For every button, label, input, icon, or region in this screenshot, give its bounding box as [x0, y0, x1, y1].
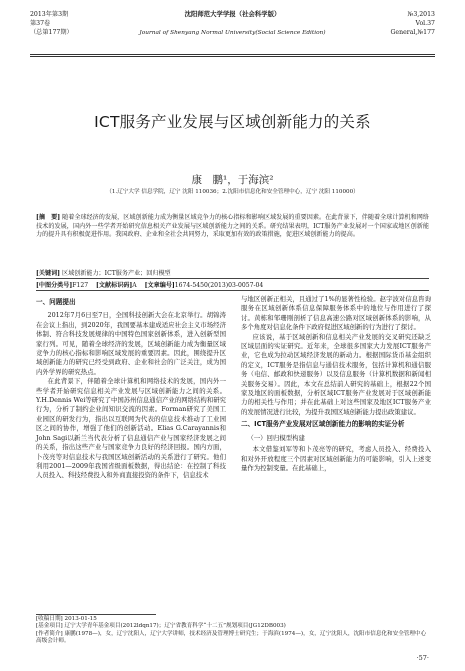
article-authors: 康 鹏¹，于海滨² [191, 174, 274, 186]
journal-name-en: Journal of Shenyang Normal University(Social Science Edition) [139, 30, 326, 36]
doc-value: A [132, 282, 137, 289]
footnote [36, 616, 429, 646]
author-affiliations: （1.辽宁大学 信息学院，辽宁 沈阳 110036；2.沈阳市信息化和安全管理中心，辽宁 沈阳 110000） [106, 189, 359, 195]
article-title: ICT服务产业发展与区域创新能力的关系 [94, 113, 371, 131]
body-paragraph: 本文借鉴刘军等和卜茂亮等的研究，考虑人员投入、经费投入和对外开放程度三个因素对区域创新能力的可能影响，引入上述变量作为控制变量。在此基础上， [241, 445, 431, 472]
body-column-left [36, 295, 226, 481]
keywords-label: [关键词] [36, 270, 61, 277]
header-issue: 2013年第3期 [30, 11, 69, 18]
header-volume: 第37卷 [30, 20, 51, 27]
doc-label: [文献标识码] [96, 282, 133, 289]
header-general-no: General,№177 [390, 29, 435, 36]
footnote-rule [36, 614, 156, 615]
meta-rule-bottom [36, 290, 429, 291]
received-date: [收稿日期] 2013-01-15 [36, 616, 97, 622]
header-journal-name [30, 10, 435, 38]
abstract-label: [摘 要] [36, 214, 61, 221]
clc-value: F127 [72, 282, 89, 289]
body-paragraph: 2012年7月6日至7日，全国科技创新大会在北京举行。胡锦涛在会议上指出，到2020年，我国要基本建成适应社会主义市场经济体制、符合科技发展规律的中国特色国家创新体系，进入创新型国家行列。可见，随着全球经济的发展，区域创新能力成为衡量区域竞争力的核心指标和影响区域发展的重要因素。因此，围绕提升区域创新能力的研究已经受到政府、企业和社会的广泛关注，成为国内外学界的研究热点。 [36, 311, 226, 376]
running-header [30, 10, 435, 54]
section-heading-1: 一、问题提出 [36, 298, 76, 306]
section-heading-2: 二、ICT服务产业发展对区域创新能力的影响的实证分析 [241, 420, 405, 429]
body-paragraph: 应该说，基于区域创新和信息相关产业发展的交叉研究还缺乏区域层面的实证研究。近年来，全球很多国家大力发展ICT服务产业，它也成为拉动区域经济发展的新动力。根据国际货币基金组织的定义，ICT服务是指信息与通信技术服务，包括计算机和通信服务（电信、邮政和快递服务）以及信息服务（计算机数据和新闻相关服务交易）。因此，本文在总结前人研究的基础上，根据22个国家及地区的面板数据，分析区域ICT服务产业发展对于区域创新能力的相关性与作用；并在此基础上对这些国家及地区ICT服务产业的发展情况进行比较，为提升我国区域创新能力提出政策建议。 [241, 332, 431, 416]
header-rule [30, 54, 435, 55]
body-paragraph: 与地区创新正相关，且通过了1%的显著性检验。赵宇波对信息咨询服务在区域创新体系信息保障服务体系中的地位与作用进行了探讨。黄栋和邹珊刚剖析了信息高速公路对区域创新体系的影响，从多个角度对信息化条件下政府促进区域创新的行为进行了探讨。 [241, 295, 431, 332]
keywords-text: 区域创新能力；ICT服务产业；回归模型 [62, 270, 171, 277]
subsection-heading: （一）回归模型构建 [247, 433, 305, 442]
header-general: （总第177期） [30, 29, 73, 36]
meta-rule [36, 278, 429, 279]
article-no-value: 1674-5450(2013)03-0057-04 [174, 282, 264, 289]
body-paragraph: 在此背景下，伴随着全球计算机和网络技术的发展，国内外一些学者开始研究信息相关产业发展与区域创新能力之间的关系。Y.H.Dennis Wei等研究了中国苏州信息通信产业的网络结构和研究行为，分析了制约企业间知识交流的因素。Forman研究了美国工业园区的研发行为，指出以互联网为代表的信息技术推动了工业园区之间的协作，增强了他们的创新活动。Elias G.Carayannis和John Sagi以新兰当代表分析了信息通信产业与国家经济发展之间的关系，指出这些产业与国家竞争力良好的经济回报。国内方面，卜茂亮等对信息技术与我国区域创新活动的关系进行了研究。他们利用2001—2009年我国省级面板数据，得出结论：在控制了科技人员投入、科技经费投入和外商直接投资的条件下，信息技术 [36, 377, 226, 480]
fund-project: [基金项目] 辽宁大学青年基金项目(2012ldqn17)；辽宁省教育科学“十二五”规划项目(JG12DB003) [36, 623, 286, 630]
abstract [36, 214, 429, 240]
journal-name-cn: 沈阳师范大学学报（社会科学版） [184, 10, 281, 18]
header-rule-thin [30, 56, 435, 57]
author-bio: [作者简介] 康鹏(1978—)，女，辽宁沈阳人，辽宁大学讲师，技术经济及管理博士研究生；于海滨(1974—)，女，辽宁沈阳人，沈阳市信息化和安全管理中心高级会计师。 [36, 630, 427, 645]
page-number: ·57· [416, 654, 429, 662]
classification-line [36, 280, 429, 289]
header-issue-info-en [390, 10, 435, 37]
clc-label: [中图分类号] [36, 282, 73, 289]
header-no: №3,2013 [407, 11, 435, 18]
abstract-text: 随着全球经济的发展，区域创新能力成为衡量区域竞争力的核心指标和影响区域发展的重要因素。在此背景下，伴随着全球计算机和网络技术的发展，国内外一些学者开始研究信息相关产业发展与区域创新能力之间的关系。研究结果表明，ICT服务产业发展对一个国家或地区创新能力的提升具有积极促进作用。我国政府、企业和全社会共同努力，采取更加有效的政策措施，促进区域创新能力的提高。 [36, 214, 430, 238]
article-no-label: [文章编号] [144, 282, 175, 289]
header-vol: Vol.37 [415, 20, 435, 27]
keywords-line [36, 268, 429, 277]
body-column-right [241, 295, 431, 473]
